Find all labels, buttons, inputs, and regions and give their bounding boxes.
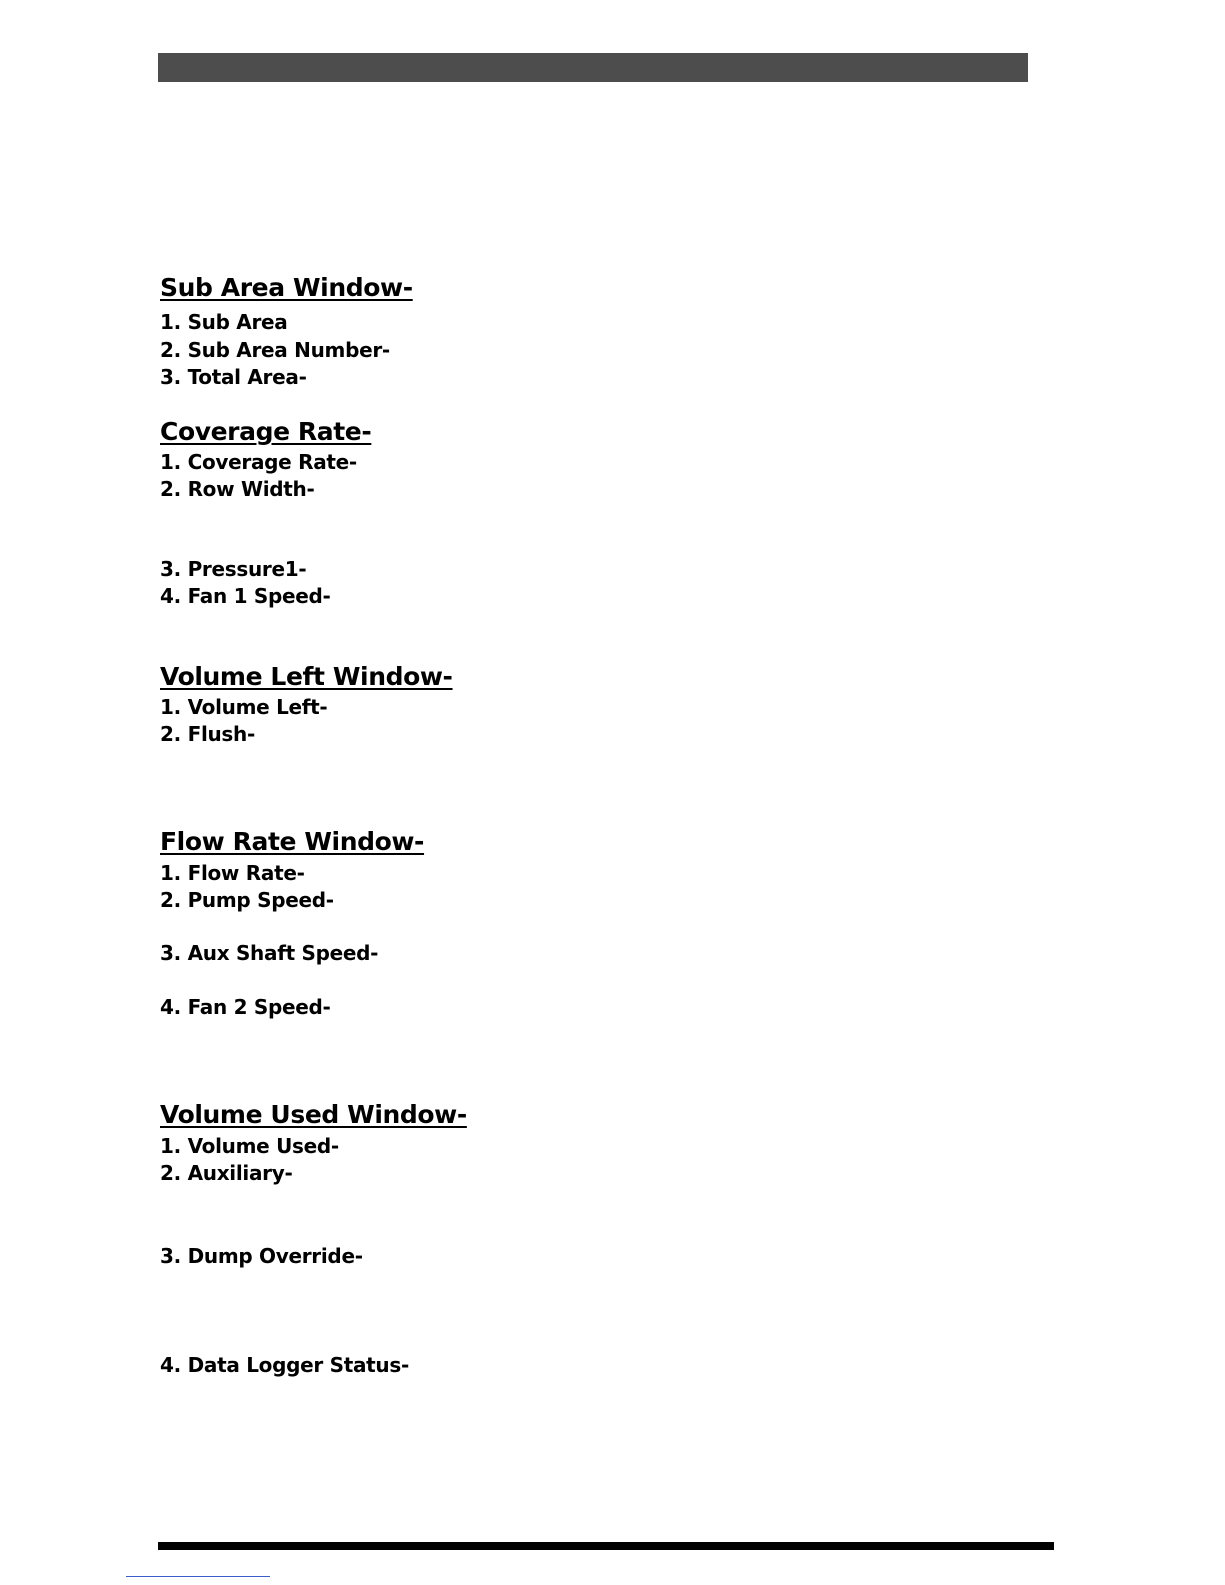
list-item-volume-used: 1. Volume Used- [160,1134,339,1158]
list-item-dump-override: 3. Dump Override- [160,1244,363,1268]
footer-rule [158,1542,1054,1550]
corner-line [126,1576,270,1577]
list-item-auxiliary: 2. Auxiliary- [160,1161,293,1185]
section-heading-volume-left-window: Volume Left Window- [160,662,453,691]
section-heading-coverage-rate: Coverage Rate- [160,417,372,446]
section-heading-flow-rate-window: Flow Rate Window- [160,827,425,856]
list-item-total-area: 3. Total Area- [160,365,307,389]
list-item-coverage-rate: 1. Coverage Rate- [160,450,357,474]
list-item-flush: 2. Flush- [160,722,255,746]
section-heading-sub-area-window: Sub Area Window- [160,273,413,302]
list-item-pump-speed: 2. Pump Speed- [160,888,334,912]
list-item-sub-area-number: 2. Sub Area Number- [160,338,390,362]
list-item-aux-shaft-speed: 3. Aux Shaft Speed- [160,941,379,965]
list-item-sub-area: 1. Sub Area [160,310,288,334]
list-item-data-logger-status: 4. Data Logger Status- [160,1353,409,1377]
section-heading-volume-used-window: Volume Used Window- [160,1100,467,1129]
list-item-pressure1: 3. Pressure1- [160,557,307,581]
header-bar [158,53,1028,82]
list-item-row-width: 2. Row Width- [160,477,315,501]
list-item-volume-left: 1. Volume Left- [160,695,328,719]
list-item-fan-1-speed: 4. Fan 1 Speed- [160,584,331,608]
list-item-fan-2-speed: 4. Fan 2 Speed- [160,995,331,1019]
list-item-flow-rate: 1. Flow Rate- [160,861,305,885]
